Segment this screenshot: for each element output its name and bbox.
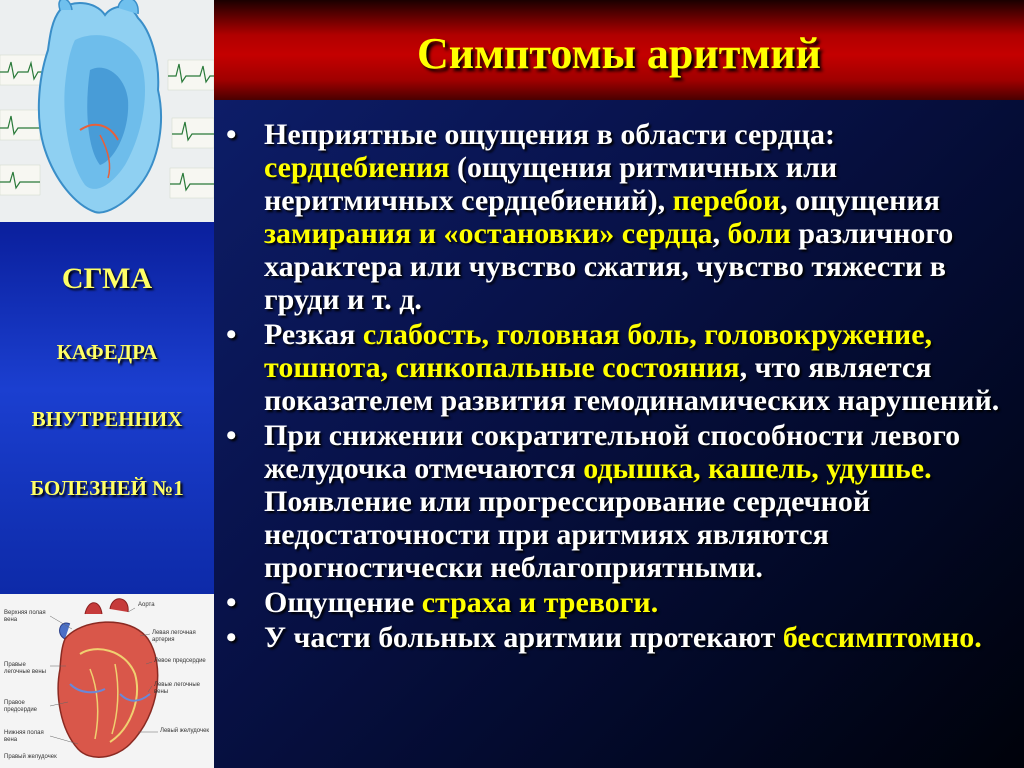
list-item: • Ощущение страха и тревоги.	[226, 586, 659, 619]
label-right-pulmonary-veins: Правые легочные вены	[4, 662, 46, 675]
org-abbreviation: СГМА	[61, 262, 153, 295]
list-item: • Неприятные ощущения в области сердца: сердцебиения (ощущения ритмичных или неритмичных сердцебиений), перебои, ощущения замирания и «остановки» сердца, боли различного характера или чувство сжатия, чувство тяжести в груди и т. д.	[226, 118, 954, 316]
label-left-pulmonary-veins: Левые легочные вены	[154, 682, 200, 695]
label-right-ventricle: Правый желудочек	[4, 754, 57, 760]
highlight: слабость, головная боль, головокружение, тошнота, синкопальные состояния	[264, 318, 933, 384]
highlight: боли	[727, 217, 791, 250]
label-left-pulmonary-artery: Левая легочная артерия	[152, 630, 196, 643]
bullet-icon: •	[226, 419, 237, 452]
bullet-icon: •	[226, 318, 237, 351]
list-item: • Резкая слабость, головная боль, головокружение, тошнота, синкопальные состояния, что является показателем развития гемодинамических нарушений.	[226, 318, 1000, 417]
label-ivc: Нижняя полая вена	[4, 730, 44, 743]
heart-ecg-image	[0, 0, 214, 222]
highlight: перебои	[672, 184, 781, 217]
label-right-atrium: Правое предсердие	[4, 700, 38, 713]
dept-line-2: ВНУТРЕННИХ	[31, 407, 183, 431]
sidebar	[0, 222, 214, 594]
label-aorta: Аорта	[138, 602, 155, 608]
bullet-icon: •	[226, 118, 237, 151]
heart-ecg-illustration	[0, 0, 214, 222]
bullet-icon: •	[226, 586, 237, 619]
label-left-ventricle: Левый желудочек	[160, 728, 210, 734]
label-left-atrium: Левое предсердие	[154, 658, 206, 664]
highlight: замирания и «остановки» сердца	[264, 217, 713, 250]
highlight: сердцебиения	[264, 151, 450, 184]
dept-line-3: БОЛЕЗНЕЙ №1	[30, 476, 184, 500]
highlight: одышка, кашель, удушье.	[583, 452, 932, 485]
highlight: бессимптомно.	[782, 621, 982, 654]
list-item: • У части больных аритмии протекают бессимптомно.	[226, 621, 982, 654]
bullet-icon: •	[226, 621, 237, 654]
symptoms-list	[224, 118, 1014, 656]
list-item: • При снижении сократительной способности левого желудочка отмечаются одышка, кашель, удушье. Появление или прогрессирование сердечной недостаточности при аритмиях являются прогностически неблагоприятными.	[226, 419, 961, 584]
heart-anatomy-image	[0, 594, 214, 768]
dept-line-1: КАФЕДРА	[56, 340, 158, 364]
highlight: страха и тревоги.	[421, 586, 659, 619]
label-svc: Верхняя полая вена	[4, 610, 46, 623]
slide-title: Симптомы аритмий	[416, 29, 822, 78]
